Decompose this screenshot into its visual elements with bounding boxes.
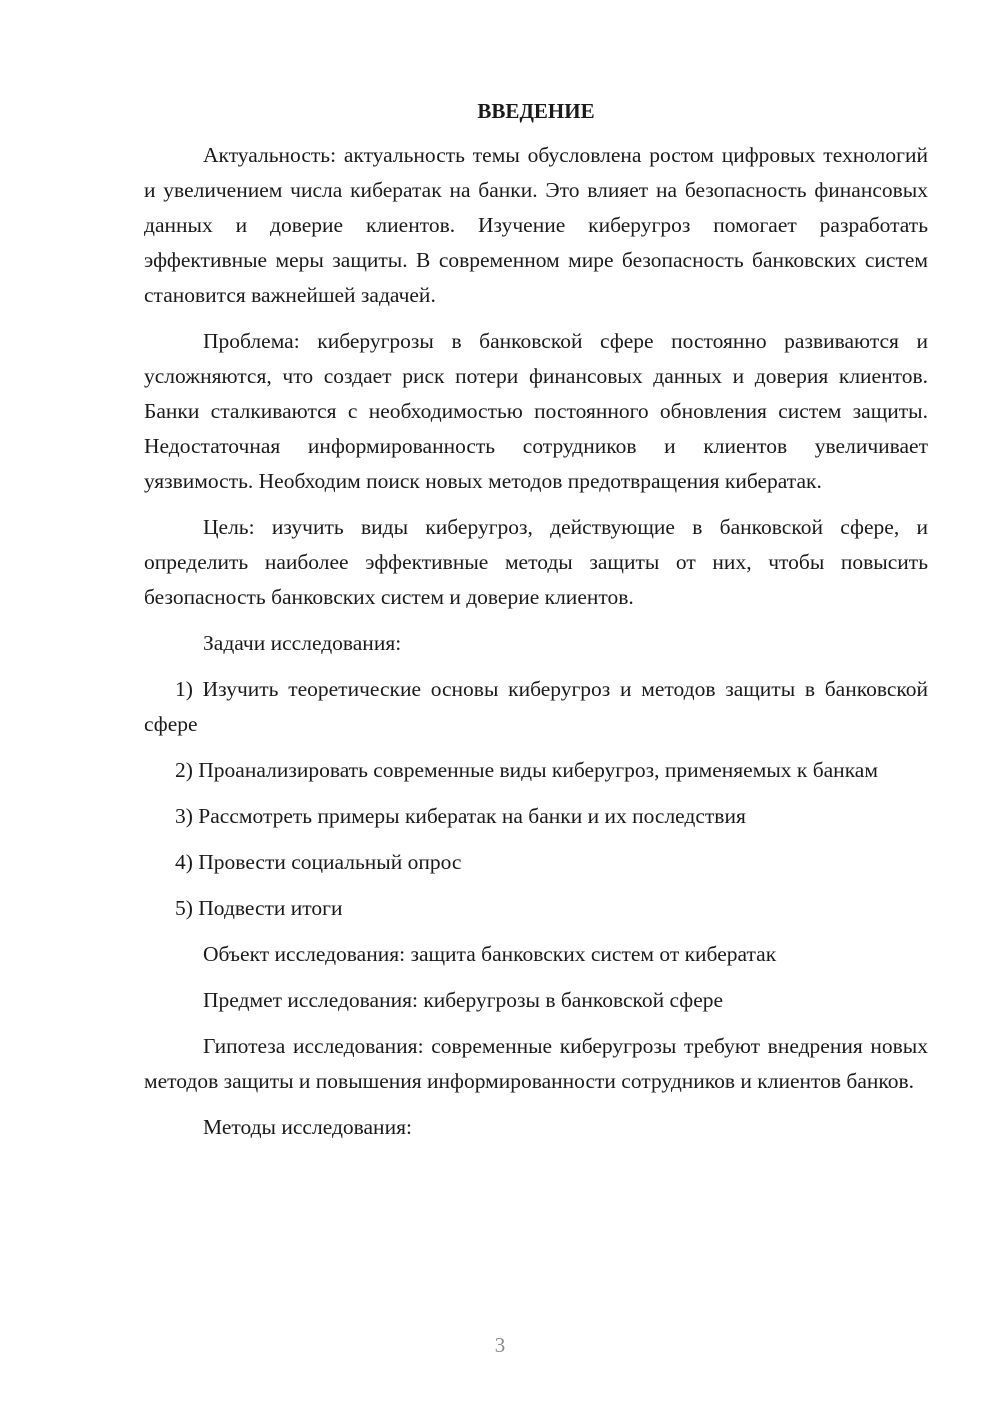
paragraph-goal: Цель: изучить виды киберугроз, действующие в банковской сфере, и определить наиболее эффективные методы защиты от них, чтобы повысить безопасность банковских систем и доверие клиентов.: [144, 515, 928, 609]
task-item-5: 5) Подвести итоги: [175, 896, 343, 920]
paragraph-tasks-heading: Задачи исследования:: [203, 631, 402, 655]
task-item-3: 3) Рассмотреть примеры кибератак на банки и их последствия: [175, 804, 746, 828]
task-item-4: 4) Провести социальный опрос: [175, 850, 462, 874]
paragraph-subject: Предмет исследования: киберугрозы в банковской сфере: [203, 988, 724, 1012]
document-page: [144, 96, 928, 1156]
task-item-1: 1) Изучить теоретические основы киберугроз и методов защиты в банковской сфере: [144, 677, 928, 736]
paragraph-methods: Методы исследования:: [203, 1115, 412, 1139]
paragraph-problem: Проблема: киберугрозы в банковской сфере постоянно развиваются и усложняются, что создает риск потери финансовых данных и доверия клиентов. Банки сталкиваются с необходимостью постоянного обновления систем защиты. Недостаточная информированность сотрудников и клиентов увеличивает уязвимость. Необходим поиск новых методов предотвращения кибератак.: [144, 329, 928, 493]
page-title: ВВЕДЕНИЕ: [477, 99, 595, 123]
paragraph-relevance: Актуальность: актуальность темы обусловлена ростом цифровых технологий и увеличением числа кибератак на банки. Это влияет на безопасность финансовых данных и доверие клиентов. Изучение киберугроз помогает разработать эффективные меры защиты. В современном мире безопасность банковских систем становится важнейшей задачей.: [144, 143, 928, 307]
paragraph-object: Объект исследования: защита банковских систем от кибератак: [203, 942, 777, 966]
paragraph-hypothesis: Гипотеза исследования: современные киберугрозы требуют внедрения новых методов защиты и повышения информированности сотрудников и клиентов банков.: [144, 1034, 928, 1093]
page-number: 3: [494, 1333, 506, 1357]
task-item-2: 2) Проанализировать современные виды киберугроз, применяемых к банкам: [175, 758, 878, 782]
